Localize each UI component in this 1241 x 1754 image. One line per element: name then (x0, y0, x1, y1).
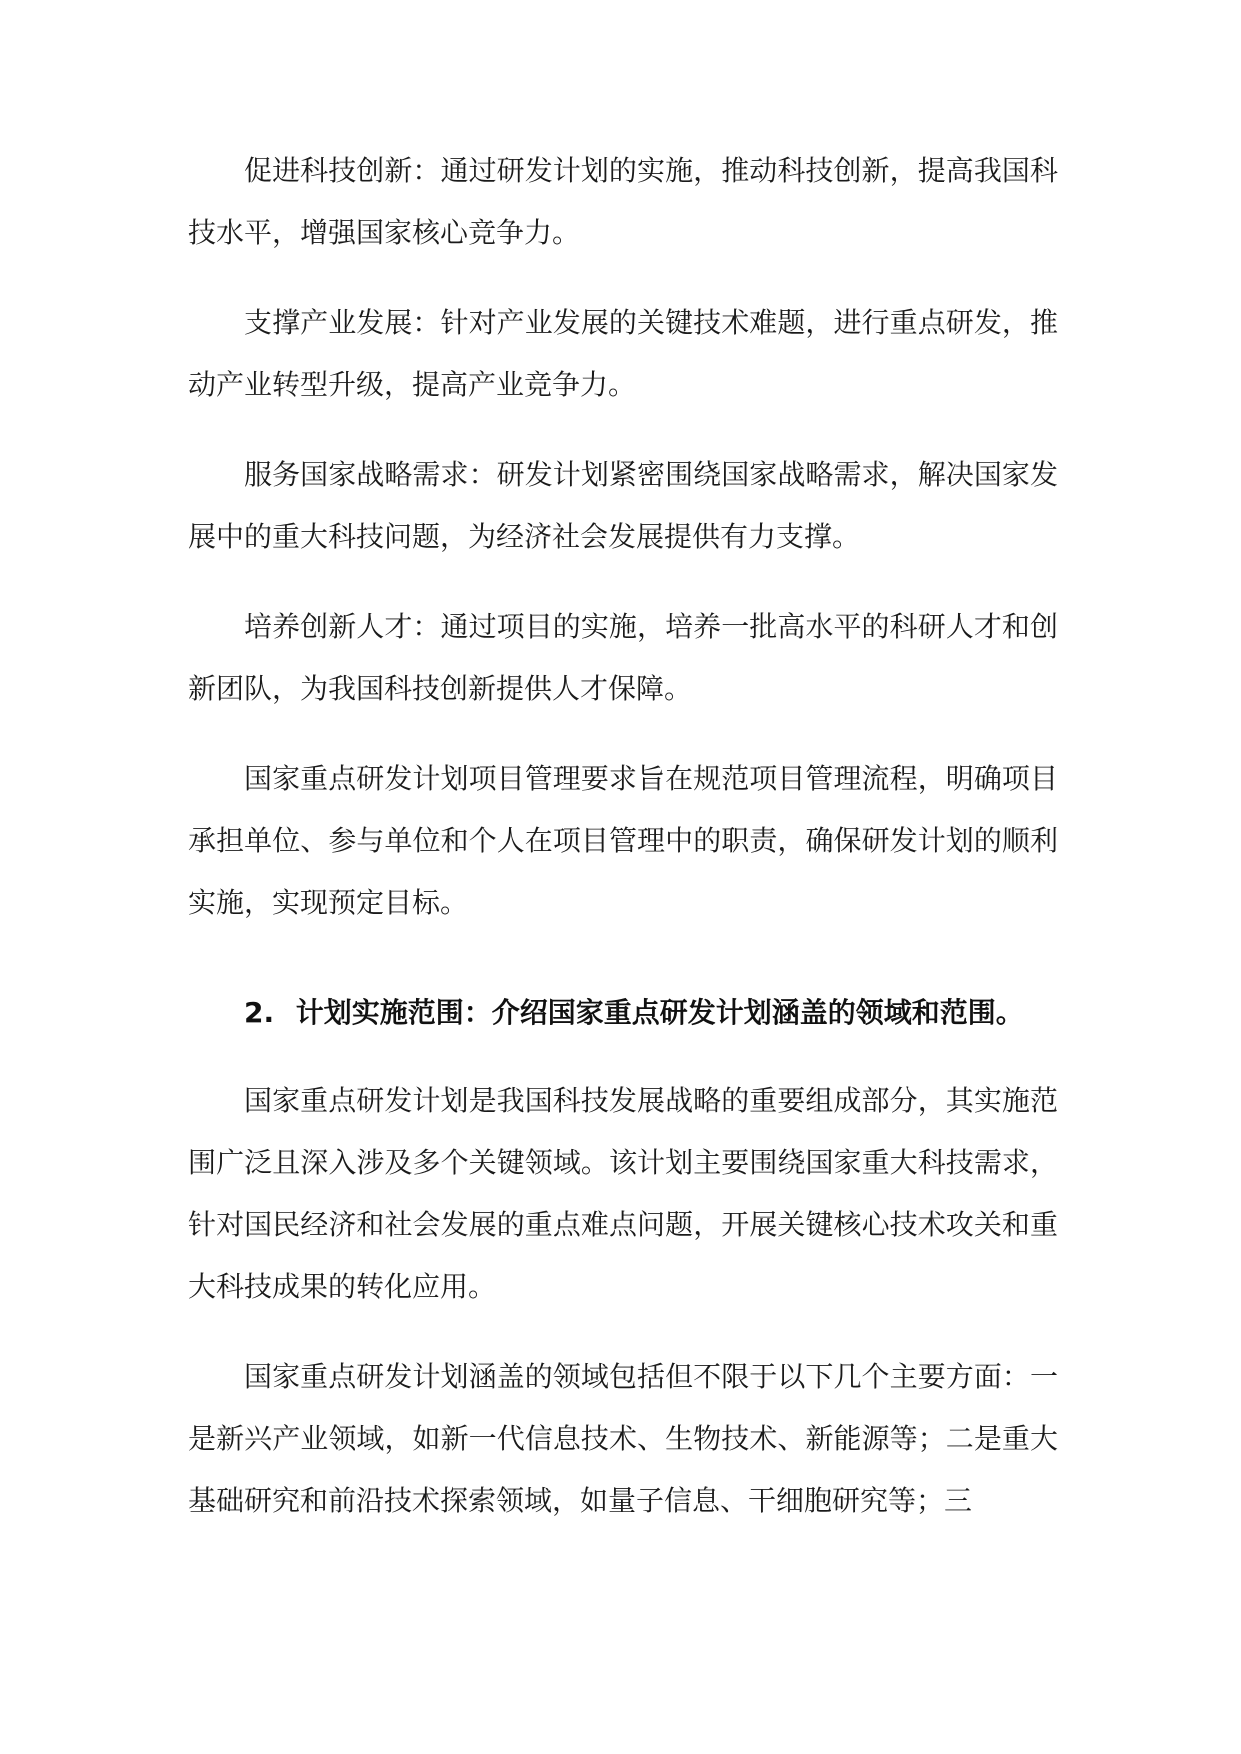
paragraph-scope-overview: 国家重点研发计划是我国科技发展战略的重要组成部分，其实施范围广泛且深入涉及多个关键领域。该计划主要围绕国家重大科技需求，针对国民经济和社会发展的重点难点问题，开展关键核心技术攻关和重大科技成果的转化应用。 (188, 1084, 1058, 1303)
paragraph-tech-innovation: 促进科技创新：通过研发计划的实施，推动科技创新，提高我国科技水平，增强国家核心竞争力。 (188, 154, 1058, 249)
section-heading (188, 982, 1058, 1044)
paragraph-management-requirements: 国家重点研发计划项目管理要求旨在规范项目管理流程，明确项目承担单位、参与单位和个人在项目管理中的职责，确保研发计划的顺利实施，实现预定目标。 (188, 762, 1058, 919)
paragraph-scope-fields: 国家重点研发计划涵盖的领域包括但不限于以下几个主要方面：一是新兴产业领域，如新一代信息技术、生物技术、新能源等；二是重大基础研究和前沿技术探索领域，如量子信息、干细胞研究等；三 (188, 1360, 1058, 1517)
paragraph-national-strategy: 服务国家战略需求：研发计划紧密围绕国家战略需求，解决国家发展中的重大科技问题，为经济社会发展提供有力支撑。 (188, 458, 1058, 553)
paragraph-industry-support: 支撑产业发展：针对产业发展的关键技术难题，进行重点研发，推动产业转型升级，提高产业竞争力。 (188, 306, 1058, 401)
section-number: 2. (244, 996, 275, 1029)
paragraph-talent-cultivation: 培养创新人才：通过项目的实施，培养一批高水平的科研人才和创新团队，为我国科技创新提供人才保障。 (188, 610, 1058, 705)
section-title: 计划实施范围：介绍国家重点研发计划涵盖的领域和范围。 (295, 996, 1024, 1029)
document-body (188, 140, 1058, 1560)
